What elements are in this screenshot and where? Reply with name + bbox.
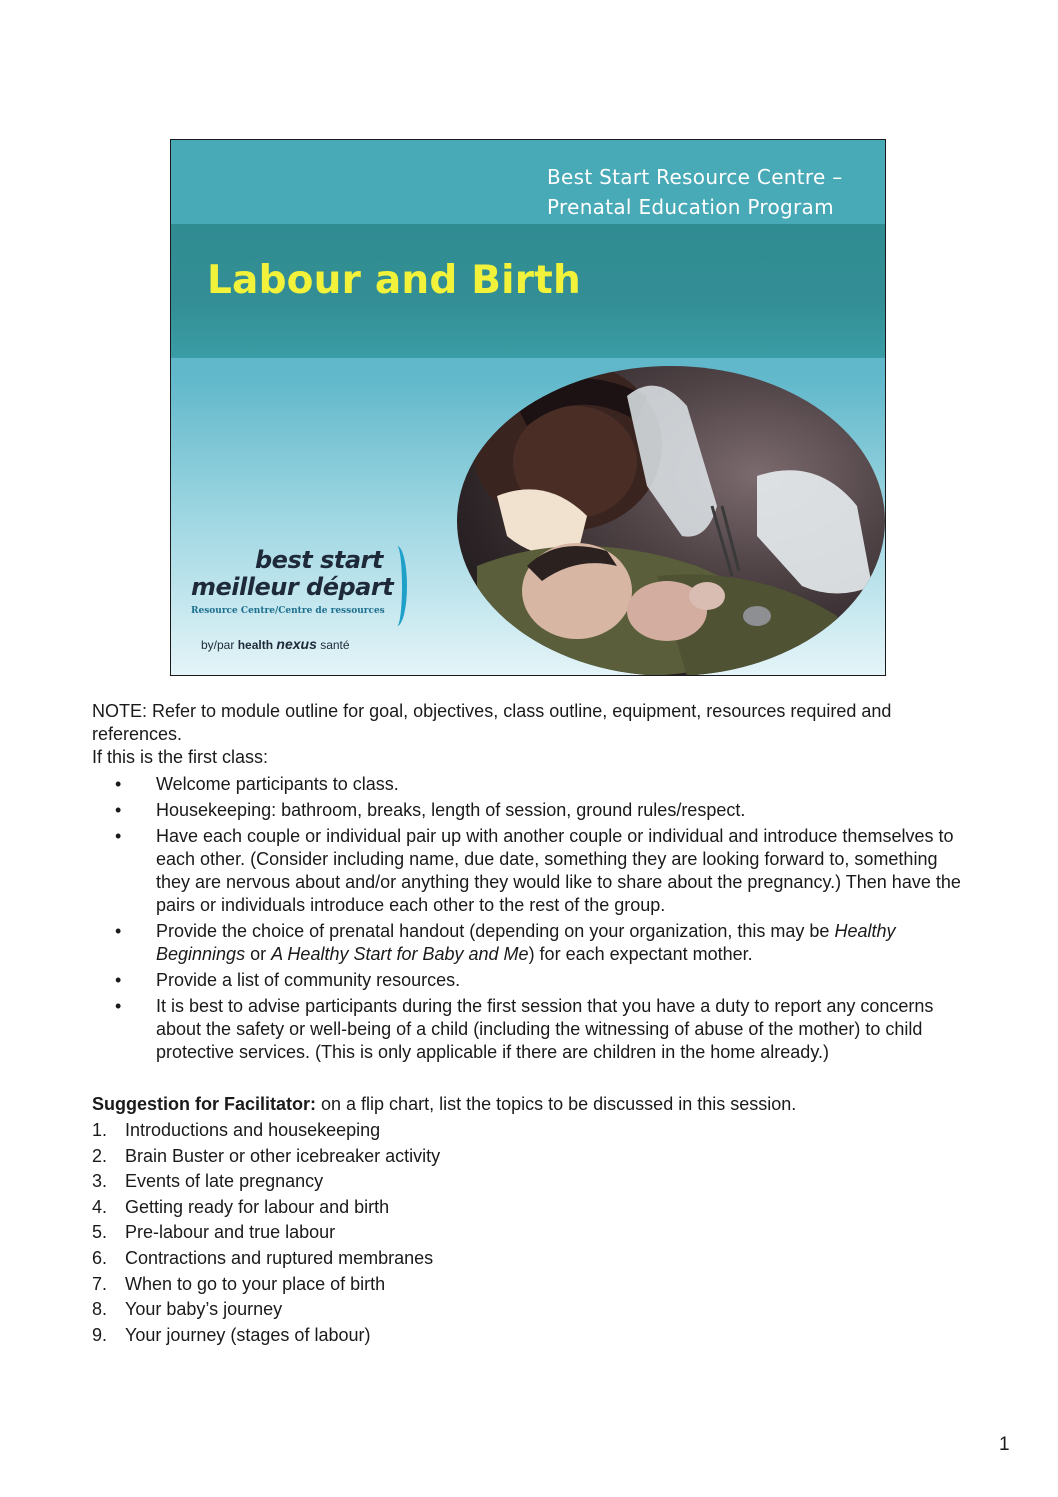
topic-item: 6. Contractions and ruptured membranes [92, 1247, 434, 1268]
newborn-birth-photo [457, 366, 885, 676]
topic-item: 4. Getting ready for labour and birth [92, 1196, 390, 1217]
slide-org-name: Best Start Resource Centre – Prenatal Education Program [547, 165, 843, 219]
note-paragraph: NOTE: Refer to module outline for goal, objectives, class outline, equipment, resources required and references. [92, 701, 892, 744]
list-item: • Welcome participants to class. [92, 773, 972, 796]
facilitator-suggestion: Suggestion for Facilitator: on a flip chart, list the topics to be discussed in this session. [92, 1094, 797, 1114]
slide-title: Labour and Birth [207, 258, 581, 303]
list-item: • Provide a list of community resources. [92, 969, 972, 992]
title-slide [170, 139, 886, 676]
topic-item: 5. Pre-labour and true labour [92, 1222, 336, 1243]
logo-bracket-icon [387, 546, 407, 626]
list-item: • Provide the choice of prenatal handout (depending on your organization, this may be Healthy Beginnings or A Healthy Start for Baby and Me) for each expectant mother. [92, 920, 972, 966]
topic-item: 1. Introductions and housekeeping [92, 1120, 381, 1140]
topic-item: 3. Events of late pregnancy [92, 1171, 324, 1192]
topic-item: 2. Brain Buster or other icebreaker activity [92, 1145, 441, 1166]
health-nexus-logo: by/par health nexus santé [201, 636, 350, 652]
list-item: • Housekeeping: bathroom, breaks, length of session, ground rules/respect. [92, 799, 972, 822]
first-class-heading: If this is the first class: [92, 747, 269, 767]
list-item: • It is best to advise participants during the first session that you have a duty to report any concerns about the safety or well-being of a child (including the witnessing of abuse of the mother) to child protective services. (This is only applicable if there are children in the home already.) [92, 995, 972, 1064]
topic-item: 8. Your baby’s journey [92, 1299, 283, 1320]
page-number: 1 [999, 1434, 1010, 1455]
list-item: • Have each couple or individual pair up with another couple or individual and introduce themselves to each other. (Consider including name, due date, something they are looking forward to, something they are nervous about and/or anything they would like to share about the pregnancy.) Then have the pairs or individuals introduce each other to the rest of the group. [92, 825, 972, 917]
best-start-logo: best start meilleur départ Resource Centre/Centre de ressources by/par health nexus santé [191, 546, 411, 666]
first-class-bullets [92, 773, 972, 1064]
topic-item: 9. Your journey (stages of labour) [92, 1324, 371, 1345]
topic-item: 7. When to go to your place of birth [92, 1273, 386, 1294]
topic-list [92, 1118, 972, 1348]
speaker-notes [92, 700, 972, 1348]
